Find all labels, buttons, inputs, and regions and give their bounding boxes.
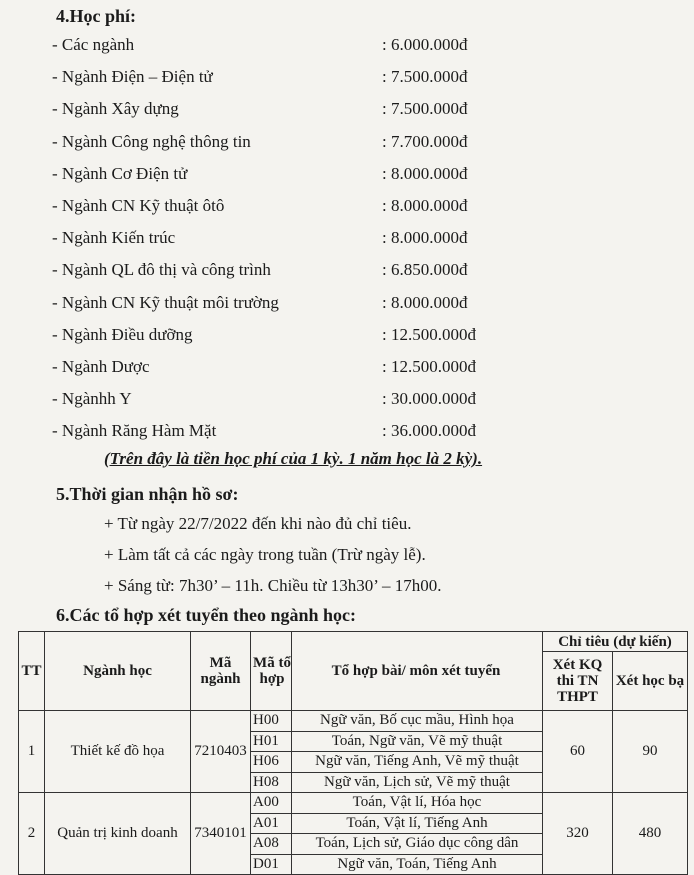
- fee-item: [48, 229, 568, 261]
- fee-label: - Ngànhh Y: [52, 389, 132, 409]
- header-combo: [251, 632, 543, 711]
- fees-heading: 4.Học phí:: [56, 6, 137, 26]
- header-code: Mã ngành: [191, 632, 251, 711]
- fee-item: [48, 358, 568, 390]
- combo-code: H08: [251, 773, 292, 793]
- table-row: [19, 793, 688, 875]
- schedule-line: + Làm tất cả các ngày trong tuần (Trừ ngày lễ).: [104, 545, 426, 564]
- combo-item: [251, 814, 542, 835]
- combo-item: [251, 752, 542, 773]
- fee-value: : 8.000.000đ: [382, 228, 468, 248]
- fee-label: - Ngành Công nghệ thông tin: [52, 131, 251, 151]
- combo-item: [251, 711, 542, 732]
- schedule-line: + Từ ngày 22/7/2022 đến khi nào đủ chỉ tiêu.: [104, 514, 412, 533]
- fee-label: - Ngành Cơ Điện tử: [52, 163, 188, 183]
- fee-value: : 6.850.000đ: [382, 260, 468, 280]
- fee-list: [48, 36, 568, 454]
- row-quota-exam: 60: [543, 711, 613, 793]
- table-row: [19, 711, 688, 793]
- fee-label: - Ngành Dược: [52, 356, 150, 376]
- fee-value: : 7.500.000đ: [382, 99, 468, 119]
- combo-code: H00: [251, 711, 292, 731]
- fee-item: [48, 261, 568, 293]
- fee-note: (Trên đây là tiền học phí của 1 kỳ. 1 năm học là 2 kỳ).: [104, 449, 483, 468]
- fee-value: : 8.000.000đ: [382, 163, 468, 183]
- fee-item: [48, 133, 568, 165]
- fee-value: : 7.500.000đ: [382, 67, 468, 87]
- fee-item: [48, 390, 568, 422]
- header-combo-code: Mã tổ hợp: [253, 632, 292, 710]
- combo-subjects: Ngữ văn, Tiếng Anh, Vẽ mỹ thuật: [315, 753, 519, 769]
- header-quota-record: Xét học bạ: [613, 652, 688, 711]
- fee-value: : 12.500.000đ: [382, 356, 476, 376]
- row-quota-record: 480: [613, 793, 688, 875]
- fee-label: - Ngành Điều dưỡng: [52, 324, 193, 344]
- row-quota-exam: 320: [543, 793, 613, 875]
- fee-item: [48, 100, 568, 132]
- schedule-heading: 5.Thời gian nhận hồ sơ:: [56, 484, 239, 504]
- combo-item: [251, 773, 542, 793]
- combo-item: [251, 855, 542, 875]
- fee-item: [48, 197, 568, 229]
- combo-code: A08: [251, 834, 292, 854]
- fee-value: : 12.500.000đ: [382, 324, 476, 344]
- header-quota: Chỉ tiêu (dự kiến): [543, 632, 688, 652]
- combo-item: [251, 793, 542, 814]
- fee-value: : 7.700.000đ: [382, 131, 468, 151]
- fee-value: : 36.000.000đ: [382, 421, 476, 441]
- header-quota-exam: Xét KQ thi TN THPT: [543, 652, 613, 711]
- fee-value: : 8.000.000đ: [382, 292, 468, 312]
- combo-subjects: Toán, Lịch sử, Giáo dục công dân: [315, 835, 519, 851]
- fee-value: : 30.000.000đ: [382, 389, 476, 409]
- combo-code: H06: [251, 752, 292, 772]
- fee-value: : 8.000.000đ: [382, 195, 468, 215]
- combo-subjects: Ngữ văn, Lịch sử, Vẽ mỹ thuật: [324, 773, 510, 790]
- combo-code: A00: [251, 793, 292, 813]
- row-major: Quản trị kinh doanh: [45, 793, 191, 875]
- admission-table: [18, 631, 688, 875]
- combo-subjects: Ngữ văn, Toán, Tiếng Anh: [337, 855, 497, 872]
- combos-heading: 6.Các tổ hợp xét tuyển theo ngành học:: [56, 605, 356, 625]
- combo-subjects: Toán, Vật lí, Tiếng Anh: [346, 814, 488, 831]
- fee-item: [48, 68, 568, 100]
- combo-subjects: Toán, Ngữ văn, Vẽ mỹ thuật: [331, 732, 503, 749]
- combo-subjects: Ngữ văn, Bố cục mầu, Hình họa: [320, 712, 514, 728]
- combo-code: D01: [251, 855, 292, 875]
- row-code: 7210403: [191, 711, 251, 793]
- fee-value: : 6.000.000đ: [382, 35, 468, 54]
- fee-label: - Ngành CN Kỹ thuật ôtô: [52, 195, 225, 215]
- combo-subjects: Toán, Vật lí, Hóa học: [352, 794, 482, 810]
- combo-item: [251, 732, 542, 753]
- fee-label: - Ngành Xây dựng: [52, 99, 179, 119]
- row-combos: [251, 711, 543, 793]
- schedule-line: + Sáng từ: 7h30’ – 11h. Chiều từ 13h30’ – 17h00.: [104, 576, 442, 595]
- fee-label: - Các ngành: [52, 35, 135, 54]
- fee-item: [48, 165, 568, 197]
- combo-code: A01: [251, 814, 292, 834]
- combo-item: [251, 834, 542, 855]
- row-quota-record: 90: [613, 711, 688, 793]
- row-code: 7340101: [191, 793, 251, 875]
- fee-item: [48, 36, 568, 68]
- fee-label: - Ngành QL đô thị và công trình: [52, 260, 271, 280]
- row-tt: 1: [19, 711, 45, 793]
- fee-item: [48, 326, 568, 358]
- fee-item: [48, 294, 568, 326]
- row-major: Thiết kế đồ họa: [45, 711, 191, 793]
- row-tt: 2: [19, 793, 45, 875]
- row-combos: [251, 793, 543, 875]
- fee-label: - Ngành Điện – Điện tử: [52, 67, 213, 87]
- fee-label: - Ngành Răng Hàm Mặt: [52, 421, 217, 441]
- fee-label: - Ngành Kiến trúc: [52, 228, 176, 248]
- header-major: Ngành học: [45, 632, 191, 711]
- fee-label: - Ngành CN Kỹ thuật môi trường: [52, 292, 279, 312]
- header-combo-subjects: Tổ hợp bài/ môn xét tuyển: [331, 663, 501, 679]
- header-tt: TT: [19, 632, 45, 711]
- combo-code: H01: [251, 732, 292, 752]
